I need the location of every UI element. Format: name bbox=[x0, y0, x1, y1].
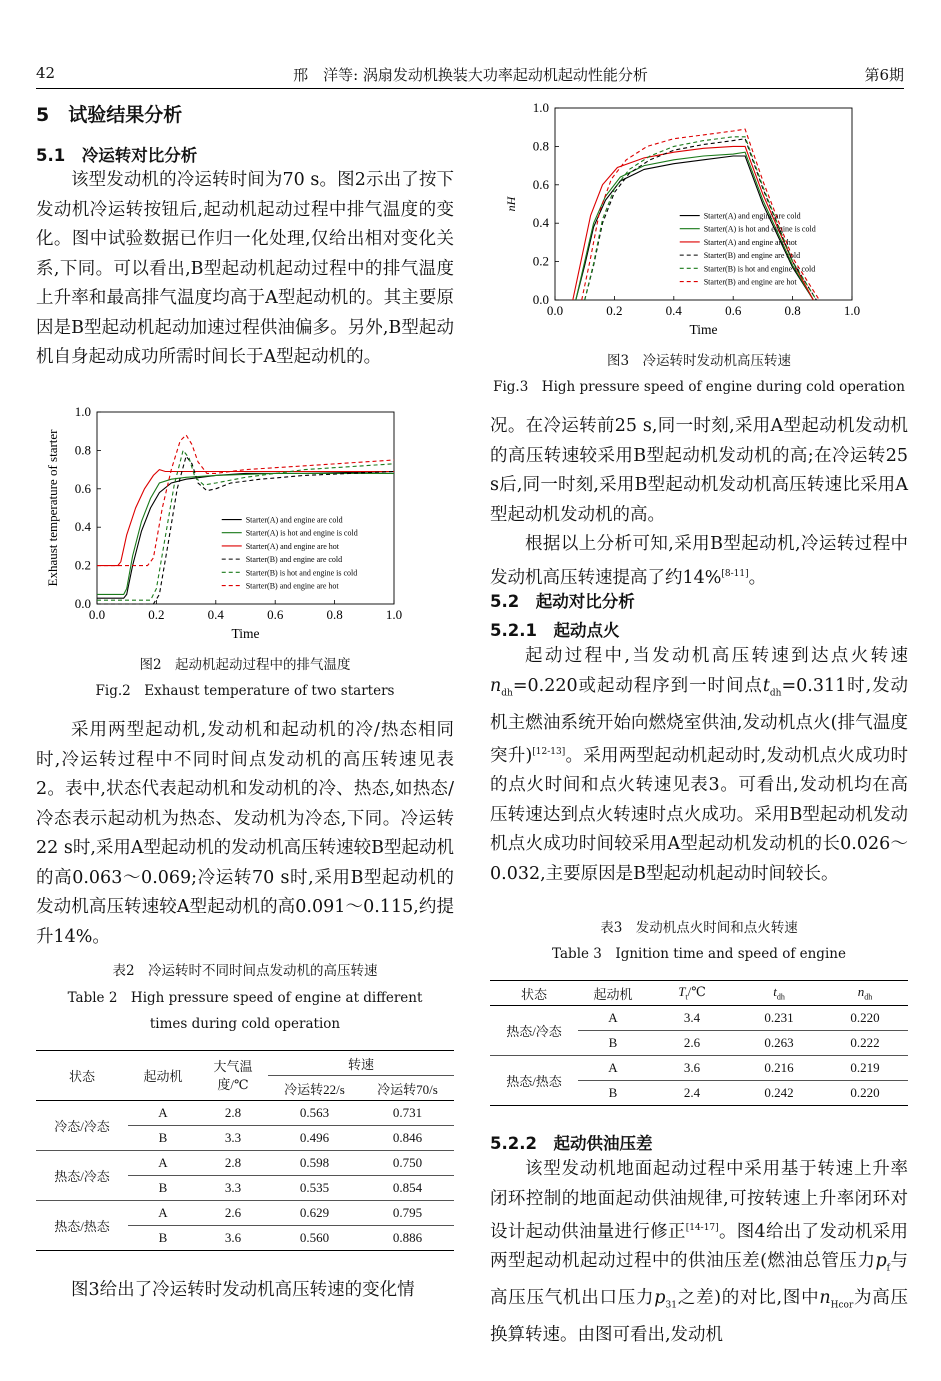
t3-n: 0.220 bbox=[850, 1085, 880, 1100]
para-5-2-2: 该型发动机地面起动过程中采用基于转速上升率闭环控制的地面起动供油规律,可按转速上升率闭环对设计起动供油量进行修正[14-17]。图4给出了发动机采用两型起动机起动过程中的供油压差(燃油总管压力$p_f$与高压压气机出口压力$p_{31}$之差)的对比,图中$n_{Hcor}$为高压换算转速。由图可看出,发动机 bbox=[490, 1159, 909, 1346]
y-tick-label: 0.2 bbox=[74, 557, 91, 573]
t3-starter: A bbox=[608, 1060, 618, 1075]
t2-temp: 3.3 bbox=[224, 1130, 242, 1145]
legend-entry: Starter(B) and engine are hot bbox=[245, 581, 339, 591]
issue-number: 第6期 bbox=[864, 66, 904, 84]
t2-s22: 0.496 bbox=[299, 1130, 330, 1145]
t3-starter: A bbox=[608, 1010, 618, 1025]
x-tick-label: 0.8 bbox=[784, 303, 801, 318]
y-tick-label: 0.8 bbox=[532, 138, 549, 154]
section-5-title: 5 试验结果分析 bbox=[36, 104, 183, 126]
y-tick-label: 1.0 bbox=[532, 100, 549, 115]
x-tick-label: 0.0 bbox=[88, 607, 106, 622]
x-tick-label: 0.2 bbox=[606, 303, 623, 318]
t3-state: 热态/热态 bbox=[506, 1074, 562, 1089]
section-5-2-1-title: 5.2.1 起动点火 bbox=[490, 621, 620, 640]
y-tick-label: 0.2 bbox=[532, 253, 549, 269]
t3-t: 0.231 bbox=[764, 1010, 794, 1025]
t2-s70: 0.846 bbox=[392, 1130, 423, 1145]
t3-T: 2.4 bbox=[683, 1085, 701, 1100]
page-number: 42 bbox=[36, 64, 56, 82]
y-tick-label: 1.0 bbox=[74, 404, 91, 419]
t2-s22: 0.563 bbox=[299, 1105, 330, 1120]
table2 bbox=[36, 1050, 454, 1251]
t2-state: 热态/冷态 bbox=[54, 1169, 110, 1184]
t3-n: 0.222 bbox=[850, 1035, 880, 1050]
t2-h-starter: 起动机 bbox=[143, 1069, 183, 1084]
section-5-2-2-title: 5.2.2 起动供油压差 bbox=[490, 1134, 653, 1153]
y-tick-label: 0.4 bbox=[532, 215, 549, 231]
fig2-chart bbox=[42, 400, 414, 650]
legend-entry: Starter(A) and engine are hot bbox=[703, 237, 798, 247]
x-tick-label: 0.4 bbox=[207, 607, 224, 622]
t2-state: 冷态/冷态 bbox=[54, 1119, 110, 1134]
y-axis-label: Exhaust temperature of starter bbox=[45, 429, 60, 587]
table2-title-cn: 表2 冷运转时不同时间点发动机的高压转速 bbox=[112, 963, 378, 979]
t3-t: 0.216 bbox=[764, 1060, 794, 1075]
t2-s70: 0.750 bbox=[392, 1155, 423, 1170]
t2-temp: 2.8 bbox=[224, 1155, 242, 1170]
fig2-svg bbox=[42, 400, 414, 650]
para-5-1-4: 况。在冷运转前25 s,同一时刻,采用A型起动机发动机的高压转速较采用B型起动机发动机的高;在冷运转25 s后,同一时刻,采用B型起动机发动机高压转速比采用A型起动机发动机的高。 bbox=[490, 416, 908, 525]
t2-temp: 2.6 bbox=[224, 1205, 242, 1220]
t2-h-70: 冷运转70/s bbox=[377, 1081, 438, 1097]
t2-temp: 2.8 bbox=[224, 1105, 242, 1120]
y-tick-label: 0.6 bbox=[532, 176, 549, 192]
t3-t: 0.263 bbox=[764, 1035, 794, 1050]
t2-s22: 0.629 bbox=[299, 1205, 330, 1220]
x-tick-label: 1.0 bbox=[843, 303, 861, 318]
x-tick-label: 1.0 bbox=[385, 607, 403, 622]
t3-T: 2.6 bbox=[683, 1035, 701, 1050]
t2-s70: 0.731 bbox=[392, 1105, 423, 1120]
t2-starter: A bbox=[158, 1205, 168, 1220]
x-tick-label: 0.4 bbox=[665, 303, 682, 318]
table2-title-en-1: Table 2 High pressure speed of engine at different bbox=[67, 990, 423, 1006]
fig3-svg bbox=[500, 96, 872, 346]
legend-entry: Starter(B) is hot and engine is cold bbox=[245, 568, 358, 578]
t2-s22: 0.598 bbox=[299, 1155, 330, 1170]
t3-h-T: $T_t/℃$ bbox=[678, 984, 706, 1002]
table3-title-cn: 表3 发动机点火时间和点火转速 bbox=[600, 920, 798, 936]
t3-T: 3.4 bbox=[683, 1010, 701, 1025]
t2-s70: 0.886 bbox=[392, 1230, 423, 1245]
legend-entry: Starter(A) and engine are cold bbox=[245, 515, 343, 525]
t2-state: 热态/热态 bbox=[54, 1219, 110, 1234]
x-axis-label: Time bbox=[231, 626, 260, 641]
fig2-caption-en: Fig.2 Exhaust temperature of two starters bbox=[95, 683, 395, 699]
header-rule bbox=[36, 88, 904, 89]
x-tick-label: 0.2 bbox=[148, 607, 165, 622]
t2-s70: 0.795 bbox=[392, 1205, 423, 1220]
legend-entry: Starter(A) is hot and engine is cold bbox=[703, 224, 816, 234]
para-5-1-1: 该型发动机的冷运转时间为70 s。图2示出了按下发动机冷运转按钮后,起动机起动过程中排气温度的变化。图中试验数据已作归一化处理,仅给出相对变化关系,下同。可以看出,B型起动机起动过程中的排气温度上升率和最高排气温度均高于A型起动机的。其主要原因是B型起动机起动加速过程供油偏多。另外,B型起动机自身起动成功所需时间长于A型起动机的。 bbox=[36, 170, 454, 367]
x-tick-label: 0.6 bbox=[267, 607, 284, 622]
t3-n: 0.219 bbox=[850, 1060, 880, 1075]
t2-starter: A bbox=[158, 1105, 168, 1120]
x-tick-label: 0.6 bbox=[725, 303, 742, 318]
fig2-caption-cn: 图2 起动机起动过程中的排气温度 bbox=[139, 657, 351, 673]
section-5-1-title: 5.1 冷运转对比分析 bbox=[36, 146, 198, 165]
fig3-caption-cn: 图3 冷运转时发动机高压转速 bbox=[606, 353, 792, 369]
table2-title-en-2: times during cold operation bbox=[149, 1016, 341, 1032]
legend-entry: Starter(A) is hot and engine is cold bbox=[245, 528, 358, 538]
t2-s22: 0.560 bbox=[299, 1230, 330, 1245]
t2-h-temp: 大气温 度/℃ bbox=[213, 1058, 253, 1092]
t3-state: 热态/冷态 bbox=[506, 1024, 562, 1039]
t3-T: 3.6 bbox=[683, 1060, 701, 1075]
t3-h-starter: 起动机 bbox=[593, 986, 633, 1002]
t3-starter: B bbox=[608, 1035, 618, 1050]
t2-s70: 0.854 bbox=[392, 1180, 423, 1195]
t3-starter: B bbox=[608, 1085, 618, 1100]
t2-starter: A bbox=[158, 1155, 168, 1170]
legend-entry: Starter(A) and engine are hot bbox=[245, 541, 340, 551]
t2-temp: 3.3 bbox=[224, 1180, 242, 1195]
t2-h-speed: 转速 bbox=[268, 1051, 454, 1076]
x-tick-label: 0.8 bbox=[326, 607, 343, 622]
para-5-1-5: 根据以上分析可知,采用B型起动机,冷运转过程中发动机高压转速提高了约14%[8-11]。 bbox=[490, 534, 908, 588]
legend-entry: Starter(A) and engine are cold bbox=[703, 211, 801, 221]
fig3-caption-en: Fig.3 High pressure speed of engine during cold operation bbox=[493, 379, 905, 395]
y-tick-label: 0.4 bbox=[74, 519, 91, 535]
t2-temp: 3.6 bbox=[224, 1230, 242, 1245]
para-5-1-2: 采用两型起动机,发动机和起动机的冷/热态相同时,冷运转过程中不同时间点发动机的高压转速见表2。表中,状态代表起动机和发动机的冷、热态,如热态/冷态表示起动机为热态、发动机为冷态,下同。冷运转22 s时,采用A型起动机的发动机高压转速较B型起动机的高0.063～0.069;冷运转70 s时,采用B型起动机的发动机高压转速较A型起动机的高0.091～0.115,约提升14%。 bbox=[36, 720, 454, 947]
t3-h-t: $t_{dh}$ bbox=[773, 984, 785, 1002]
y-tick-label: 0.8 bbox=[74, 442, 91, 458]
t3-n: 0.220 bbox=[850, 1010, 880, 1025]
y-tick-label: 0.6 bbox=[74, 480, 91, 496]
y-axis-label: nH bbox=[504, 196, 518, 212]
t2-h-state: 状态 bbox=[68, 1069, 95, 1084]
table3-title-en: Table 3 Ignition time and speed of engine bbox=[552, 946, 846, 962]
para-5-2-1: 起动过程中,当发动机高压转速到达点火转速$n_{dh}=0.220$或起动程序到一时间点$t_{dh}=0.311$时,发动机主燃油系统开始向燃烧室供油,发动机点火(排气温度突升)[12-13]。采用两型起动机起动时,发动机点火成功时的点火时间和点火转速见表3。可看出,发动机均在高压转速达到点火转速时点火成功。采用B型起动机发动机点火成功时间较采用A型起动机发动机的长0.026～0.032,主要原因是B型起动机起动时间较长。 bbox=[490, 646, 909, 884]
t2-starter: B bbox=[158, 1130, 168, 1145]
legend-entry: Starter(B) is hot and engine is cold bbox=[703, 264, 816, 274]
legend-entry: Starter(B) and engine are cold bbox=[703, 251, 801, 261]
fig3-chart bbox=[500, 96, 872, 346]
t3-h-state: 状态 bbox=[520, 986, 547, 1002]
running-title: 邢 洋等: 涡扇发动机换装大功率起动机起动性能分析 bbox=[293, 66, 648, 84]
t3-t: 0.242 bbox=[764, 1085, 794, 1100]
y-tick-label: 0.0 bbox=[532, 292, 549, 307]
section-5-2-title: 5.2 起动对比分析 bbox=[490, 592, 635, 611]
t3-h-n: $n_{dh}$ bbox=[857, 984, 873, 1002]
para-5-1-3: 图3给出了冷运转时发动机高压转速的变化情 bbox=[71, 1280, 415, 1300]
x-axis-label: Time bbox=[689, 322, 718, 337]
t2-h-22: 冷运转22/s bbox=[284, 1081, 345, 1097]
legend-entry: Starter(B) and engine are hot bbox=[703, 277, 797, 287]
t2-starter: B bbox=[158, 1180, 168, 1195]
legend-entry: Starter(B) and engine are cold bbox=[245, 555, 343, 565]
y-tick-label: 0.0 bbox=[74, 596, 91, 611]
x-tick-label: 0.0 bbox=[546, 303, 564, 318]
table3 bbox=[490, 980, 908, 1106]
t2-s22: 0.535 bbox=[299, 1180, 330, 1195]
t2-starter: B bbox=[158, 1230, 168, 1245]
